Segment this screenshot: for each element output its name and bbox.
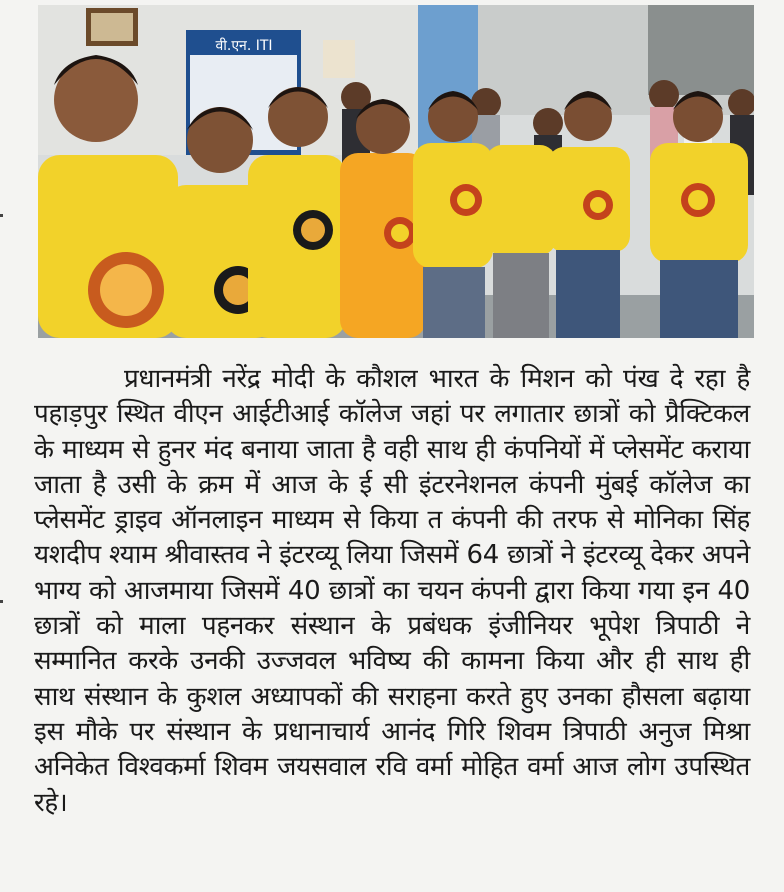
edge-mark: [0, 600, 3, 603]
group-photo-illustration: [38, 5, 754, 338]
edge-mark: [0, 214, 3, 217]
article-body: प्रधानमंत्री नरेंद्र मोदी के कौशल भारत के मिशन को पंख दे रहा है पहाड़पुर स्थित वीएन आईटीआई कॉलेज जहां पर लगातार छात्रों को प्रैक्टिकल के माध्यम से हुनर मंद बनाया जाता है वही साथ ही कंपनियों में प्लेसमेंट कराया जाता है उसी के क्रम में आज के ई सी इंटरनेशनल कंपनी मुंबई कॉलेज का प्लेसमेंट ड्राइव ऑनलाइन माध्यम से किया त कंपनी की तरफ से मोनिका सिंह यशदीप श्याम श्रीवास्तव ने इंटरव्यू लिया जिसमें 64 छात्रों ने इंटरव्यू देकर अपने भाग्य को आजमाया जिसमें 40 छात्रों का चयन कंपनी द्वारा किया गया इन 40 छात्रों को माला पहनकर संस्थान के प्रबंधक इंजीनियर भूपेश त्रिपाठी ने सम्मानित करके उनकी उज्जवल भविष्य की कामना किया और ही साथ ही साथ संस्थान के कुशल अध्यापकों की सराहना करते हुए उनका हौसला बढ़ाया इस मौके पर संस्थान के प्रधानाचार्य आनंद गिरि शिवम त्रिपाठी अनुज मिश्रा अनिकेत विश्वकर्मा शिवम जयसवाल रवि वर्मा मोहित वर्मा आज लोग उपस्थित रहे।: [34, 364, 750, 818]
banner-text: वी.एन. ITI: [215, 38, 273, 54]
news-photo: [38, 5, 754, 338]
